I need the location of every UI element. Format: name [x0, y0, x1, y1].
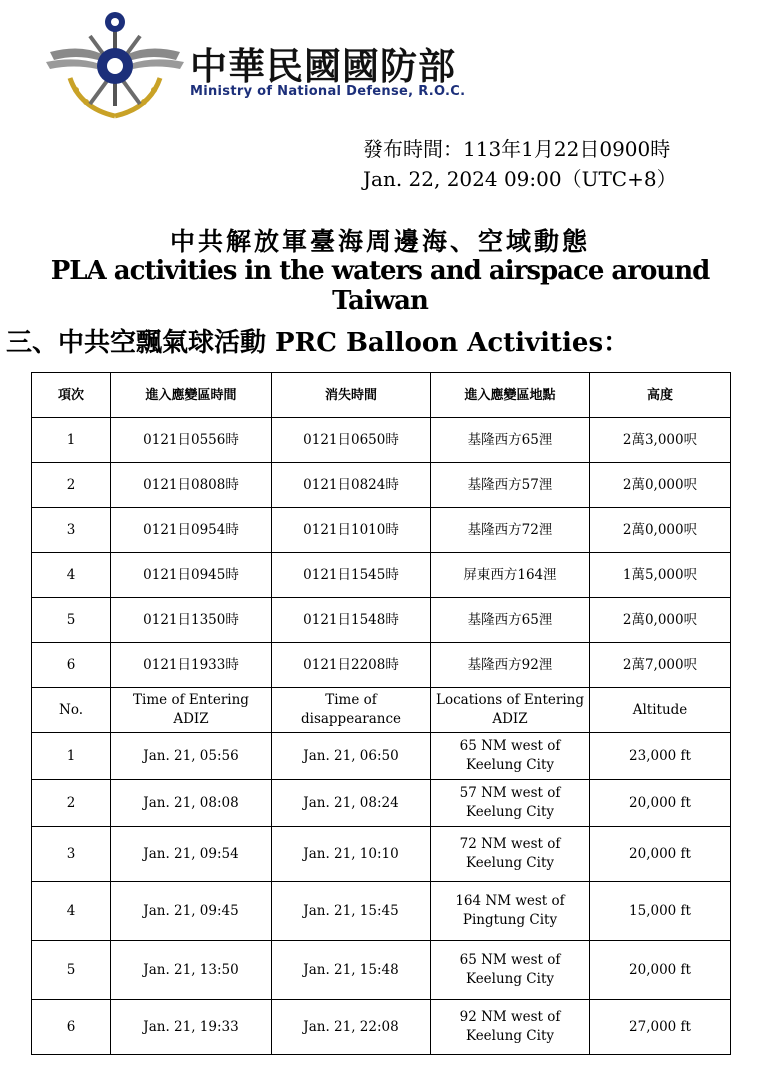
cell-no: 5 [32, 941, 111, 1000]
header-cell-altitude: Altitude [590, 688, 731, 733]
table-row [32, 508, 731, 553]
cell-entry-time: 0121日0808時 [111, 463, 272, 508]
cell-disappear-time: 0121日1010時 [272, 508, 431, 553]
cell-disappear-time: Jan. 21, 10:10 [272, 827, 431, 882]
cell-entry-time: Jan. 21, 05:56 [111, 733, 272, 780]
cell-altitude: 2萬3,000呎 [590, 418, 731, 463]
cell-entry-time: Jan. 21, 13:50 [111, 941, 272, 1000]
cell-location: 57 NM west of Keelung City [431, 780, 590, 827]
page-title-en: PLA activities in the waters and airspace around Taiwan [50, 256, 710, 316]
cell-altitude: 2萬0,000呎 [590, 463, 731, 508]
cell-disappear-time: Jan. 21, 08:24 [272, 780, 431, 827]
header-cell-altitude: 高度 [590, 373, 731, 418]
cell-no: 3 [32, 508, 111, 553]
cell-no: 2 [32, 463, 111, 508]
cell-location: 基隆西方57浬 [431, 463, 590, 508]
cell-location: 基隆西方72浬 [431, 508, 590, 553]
page-title-zh: 中共解放軍臺海周邊海、空域動態 [169, 227, 590, 256]
release-time-en: Jan. 22, 2024 09:00（UTC+8） [363, 167, 677, 191]
table-row [32, 941, 731, 1000]
cell-altitude: 2萬0,000呎 [590, 598, 731, 643]
cell-location: 92 NM west of Keelung City [431, 1000, 590, 1055]
table-row [32, 553, 731, 598]
cell-altitude: 2萬0,000呎 [590, 508, 731, 553]
ministry-emblem-icon [40, 8, 190, 120]
header-cell-entry-time: Time of Entering ADIZ [111, 688, 272, 733]
header-cell-location: Locations of Entering ADIZ [431, 688, 590, 733]
cell-location: 基隆西方92浬 [431, 643, 590, 688]
table-row [32, 1000, 731, 1055]
org-name-zh: 中華民國國防部 [190, 45, 456, 88]
ministry-header [40, 8, 500, 120]
cell-entry-time: Jan. 21, 09:54 [111, 827, 272, 882]
release-time [363, 134, 677, 194]
cell-disappear-time: 0121日0824時 [272, 463, 431, 508]
cell-location: 65 NM west of Keelung City [431, 941, 590, 1000]
cell-altitude: 20,000 ft [590, 941, 731, 1000]
cell-altitude: 15,000 ft [590, 882, 731, 941]
cell-location: 164 NM west of Pingtung City [431, 882, 590, 941]
table-row [32, 463, 731, 508]
cell-entry-time: 0121日0556時 [111, 418, 272, 463]
table-row [32, 598, 731, 643]
cell-disappear-time: Jan. 21, 15:48 [272, 941, 431, 1000]
cell-altitude: 23,000 ft [590, 733, 731, 780]
cell-entry-time: 0121日1350時 [111, 598, 272, 643]
cell-altitude: 27,000 ft [590, 1000, 731, 1055]
cell-location: 基隆西方65浬 [431, 598, 590, 643]
cell-disappear-time: Jan. 21, 22:08 [272, 1000, 431, 1055]
table-row [32, 780, 731, 827]
cell-entry-time: 0121日1933時 [111, 643, 272, 688]
balloon-activities-table [31, 372, 731, 1055]
cell-disappear-time: Jan. 21, 15:45 [272, 882, 431, 941]
cell-entry-time: 0121日0954時 [111, 508, 272, 553]
cell-no: 2 [32, 780, 111, 827]
table-row [32, 733, 731, 780]
cell-no: 1 [32, 733, 111, 780]
header-cell-disappear-time: Time of disappearance [272, 688, 431, 733]
cell-location: 65 NM west of Keelung City [431, 733, 590, 780]
cell-altitude: 20,000 ft [590, 780, 731, 827]
cell-location: 屏東西方164浬 [431, 553, 590, 598]
table-row [32, 418, 731, 463]
cell-location: 72 NM west of Keelung City [431, 827, 590, 882]
cell-no: 6 [32, 643, 111, 688]
cell-no: 1 [32, 418, 111, 463]
cell-altitude: 20,000 ft [590, 827, 731, 882]
table-header-row-en [32, 688, 731, 733]
cell-altitude: 2萬7,000呎 [590, 643, 731, 688]
header-cell-location: 進入應變區地點 [431, 373, 590, 418]
cell-disappear-time: 0121日2208時 [272, 643, 431, 688]
header-cell-entry-time: 進入應變區時間 [111, 373, 272, 418]
table-row [32, 882, 731, 941]
cell-altitude: 1萬5,000呎 [590, 553, 731, 598]
cell-no: 4 [32, 553, 111, 598]
cell-disappear-time: 0121日0650時 [272, 418, 431, 463]
cell-disappear-time: Jan. 21, 06:50 [272, 733, 431, 780]
cell-no: 5 [32, 598, 111, 643]
release-time-zh: 發布時間：113年1月22日0900時 [363, 137, 671, 161]
table-row [32, 643, 731, 688]
cell-entry-time: Jan. 21, 19:33 [111, 1000, 272, 1055]
header-cell-no: No. [32, 688, 111, 733]
org-name-en: Ministry of National Defense, R.O.C. [190, 84, 466, 99]
table-header-row-zh [32, 373, 731, 418]
cell-no: 6 [32, 1000, 111, 1055]
cell-entry-time: Jan. 21, 08:08 [111, 780, 272, 827]
cell-entry-time: Jan. 21, 09:45 [111, 882, 272, 941]
header-cell-disappear-time: 消失時間 [272, 373, 431, 418]
cell-disappear-time: 0121日1545時 [272, 553, 431, 598]
cell-entry-time: 0121日0945時 [111, 553, 272, 598]
cell-no: 4 [32, 882, 111, 941]
cell-disappear-time: 0121日1548時 [272, 598, 431, 643]
cell-no: 3 [32, 827, 111, 882]
cell-location: 基隆西方65浬 [431, 418, 590, 463]
header-cell-no: 項次 [32, 373, 111, 418]
section-heading: 三、中共空飄氣球活動 PRC Balloon Activities： [6, 328, 630, 358]
table-row [32, 827, 731, 882]
